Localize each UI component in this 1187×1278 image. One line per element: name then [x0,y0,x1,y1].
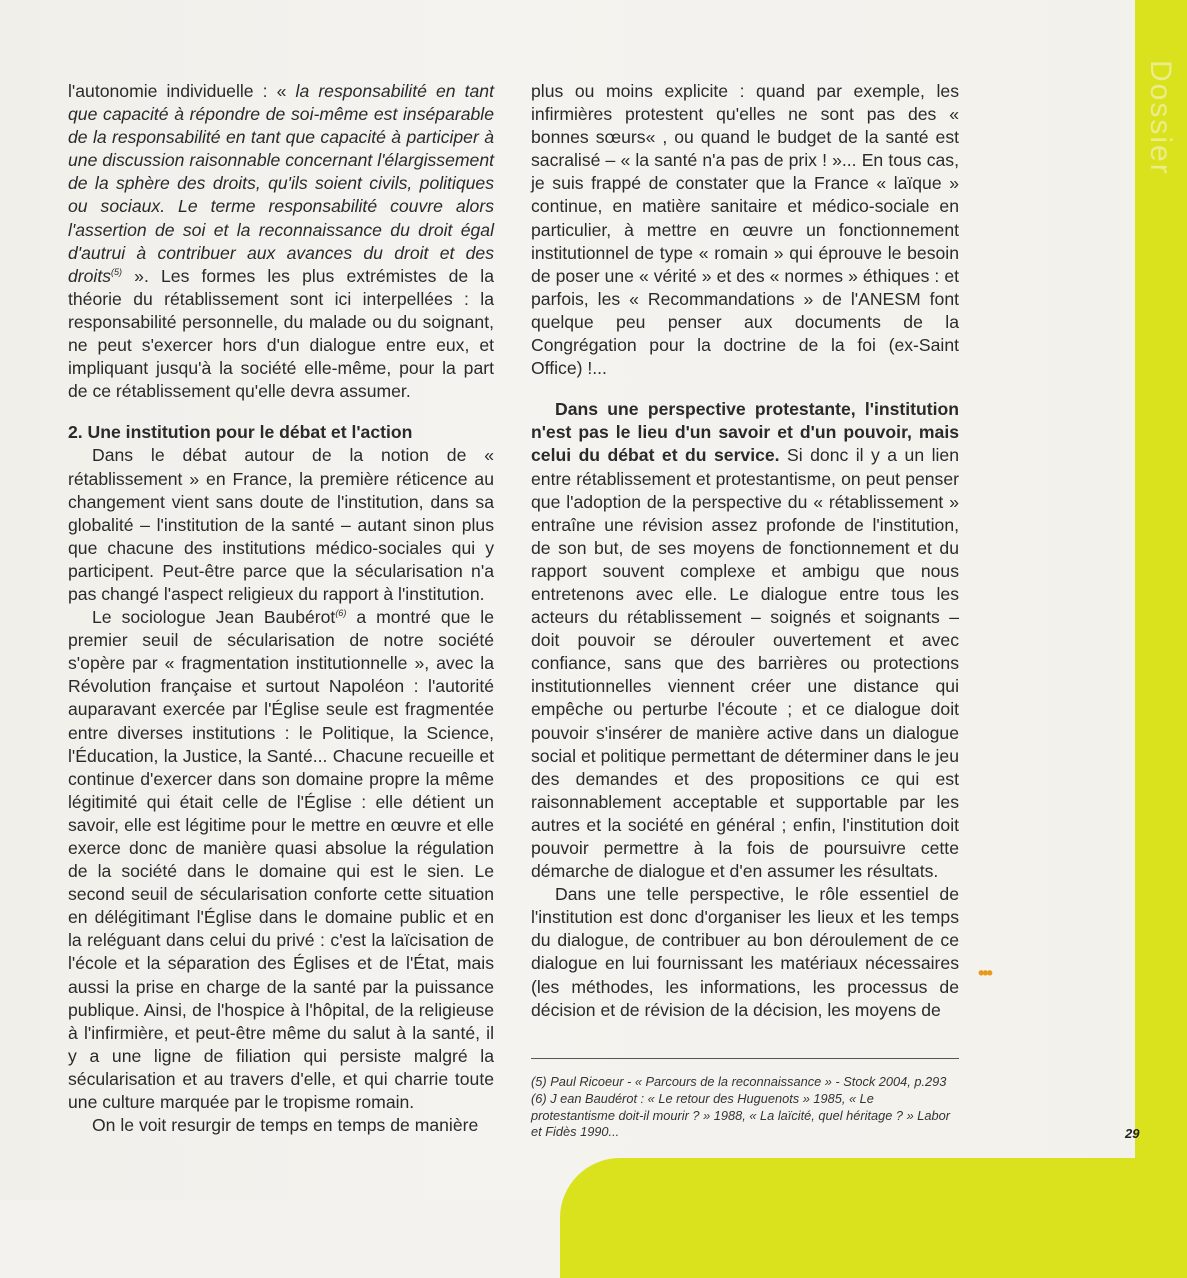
footnote: (6) J ean Baudérot : « Le retour des Huguenots » 1985, « Le protestantisme doit-il mourir ? » 1988, « La laïcité, quel héritage ? » Labor et Fidès 1990... [531,1090,950,1140]
paragraph: plus ou moins explicite : quand par exemple, les infirmières protestent qu'elles ne sont pas des « bonnes sœurs« , ou quand le budget de la santé est sacralisé – « la santé n'a pas de prix ! »... En tous cas, je suis frappé de constater que la France « laïque » continue, en matière sanitaire et médico-sociale en particulier, à mettre en œuvre un fonctionnement institutionnel de type « romain » qui éprouve le besoin de poser une « vérité » et des « normes » éthiques : et parfois, les « Recommandations » de l'ANESM font quelque peu penser aux documents de la Congrégation pour la doctrine de la foi (ex-Saint Office) !... [531,81,959,379]
text-run: a montré que le premier seuil de sécularisation de notre société s'opère par « fragmentation institutionnelle », avec la Révolution française et surtout Napoléon : l'autorité auparavant exercée par l'Église seule est fragmentée entre diverses institutions : le Politique, la Science, l'Éducation, la Justice, la Santé... Chacune recueille et continue d'exercer dans son domaine propre la même légitimité qui était celle de l'Église : elle détient un savoir, elle est légitime pour le mettre en œuvre et elle exerce donc de manière quasi absolue la régulation de la société dans le domaine qui est le sien. Le second seuil de sécularisation conforte cette situation en délégitimant l'Église dans le domaine public et en la reléguant dans celui du privé : c'est la laïcisation de l'école et la séparation des Églises et de l'État, mais aussi la prise en charge de la santé par la puissance publique. Ainsi, de l'hospice à l'hôpital, de la religieuse à l'infirmière, et peut-être même du salut à la santé, il y a une ligne de filiation qui persiste malgré la sécularisation et au travers d'elle, et qui charrie toute une culture marquée par le tropisme romain. [68,607,494,1113]
side-section-title: Dossier [1144,60,1177,176]
paragraph: On le voit resurgir de temps en temps de manière [92,1115,479,1136]
footnotes [531,1074,959,1141]
footnote-divider [531,1058,959,1059]
text-run: l'autonomie individuelle : « [68,81,296,101]
section-heading: 2. Une institution pour le débat et l'action [68,422,413,443]
paragraph: Dans une telle perspective, le rôle essentiel de l'institution est donc d'organiser les lieux et les temps du dialogue, de contribuer au bon déroulement de ce dialogue en lui fournissant les matériaux nécessaires (les méthodes, les informations, les processus de décision et de révision de la décision, les moyens de [531,884,959,1020]
footnote-ref: (6) [335,608,347,619]
right-column [531,80,959,1022]
paragraph [68,606,494,1114]
footnote-ref: (5) [111,266,123,277]
text-run: ». Les formes les plus extrémistes de la théorie du rétablissement sont ici interpellées : la responsabilité personnelle, du malade ou du soignant, ne peut s'exercer hors d'un dialogue entre eux, et impliquant jusqu'à la société elle-même, pour la part de ce rétablissement qu'elle devra assumer. [68,265,494,402]
left-column [68,80,494,1137]
paragraph [68,80,494,403]
paragraph: Dans le débat autour de la notion de « rétablissement » en France, la première réticence au changement vient sans doute de l'institution, dans sa globalité – l'institution de la santé – autant sinon plus que chacune des institutions médico-sociales qui y participent. Peut-être parce que la sécularisation n'a pas changé l'aspect religieux du rapport à l'institution. [68,445,494,604]
bold-lead: Dans une perspective protestante, l'institution n'est pas le lieu d'un savoir et d'un pouvoir, mais celui du débat et du service. [531,399,959,466]
page-number: 29 [1125,1126,1140,1141]
yellow-bottom-curve [560,1158,1187,1278]
text-run: Le sociologue Jean Baubérot [92,607,336,628]
continuation-dots-icon: ••• [978,963,991,983]
paragraph [531,398,959,883]
footnote: (5) Paul Ricoeur - « Parcours de la reconnaissance » - Stock 2004, p.293 [531,1074,947,1089]
text-run: Si donc il y a un lien entre rétablissement et protestantisme, on peut penser que l'adoption de la perspective du « rétablissement » entraîne une révision assez profonde de l'institution, de son but, de ses moyens de fonctionnement et du rapport souvent complexe et ambigu que nous entretenons avec elle. Le dialogue entre tous les acteurs du rétablissement – soignés et soignants – doit pouvoir se dérouler ouvertement et avec confiance, sans que des barrières ou protections institutionnelles viennent créer une distance qui empêche ou perturbe l'écoute ; et ce dialogue doit pouvoir s'insérer de manière active dans un dialogue social et politique permettant de déterminer dans le jeu des demandes et des propositions ce qui est raisonnablement acceptable et supportable par les autres et la société en général ; enfin, l'institution doit pouvoir permettre à la fois de poursuivre cette démarche de dialogue et d'en assumer les résultats. [531,445,959,882]
quote: la responsabilité en tant que capacité à répondre de soi-même est inséparable de la responsabilité en tant que capacité à participer à une discussion raisonnable concernant l'élargissement de la sphère des droits, qu'ils soient civils, politiques ou sociaux. Le terme responsabilité couvre alors l'assertion de soi et la reconnaissance du droit égal d'autrui à contribuer aux avances du droit et des droits [68,81,494,286]
